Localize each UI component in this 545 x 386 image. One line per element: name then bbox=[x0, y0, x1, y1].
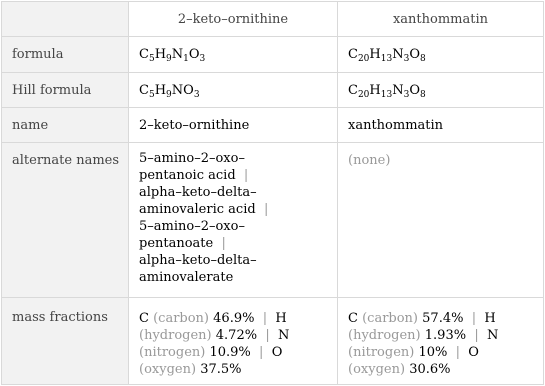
row-label bbox=[2, 108, 129, 142]
header-col2 bbox=[338, 2, 543, 36]
mass-line: (oxygen) 30.6% bbox=[348, 362, 451, 377]
mass-col2 bbox=[338, 298, 543, 384]
mass-line: C (carbon) 57.4% | H bbox=[348, 311, 496, 326]
header-row bbox=[2, 2, 543, 37]
hill-col2 bbox=[338, 73, 543, 107]
comparison-table bbox=[1, 1, 544, 385]
hill-col1-value: $C_5H_9NO_3$ bbox=[139, 82, 200, 100]
hill-col1 bbox=[129, 73, 338, 107]
alt-col2 bbox=[338, 143, 543, 297]
mass-line: (nitrogen) 10% | O bbox=[348, 345, 479, 360]
name-col2 bbox=[338, 108, 543, 142]
row-label bbox=[2, 298, 129, 384]
alt-col1 bbox=[129, 143, 338, 297]
mass-line: (hydrogen) 1.93% | N bbox=[348, 328, 499, 343]
row-label bbox=[2, 143, 129, 297]
mass-label: mass fractions bbox=[12, 310, 108, 325]
header-col2-label: xanthommatin bbox=[392, 11, 489, 27]
hill-col2-value: $C_{20}H_{13}N_3O_8$ bbox=[348, 82, 426, 100]
alt-name-line: pentanoate | bbox=[139, 236, 226, 251]
hill-formula-row bbox=[2, 73, 543, 108]
alt-name-line: 5–amino–2–oxo– bbox=[139, 151, 245, 166]
name-col1 bbox=[129, 108, 338, 142]
hill-label: Hill formula bbox=[12, 82, 92, 98]
name-col2-value: xanthommatin bbox=[348, 117, 444, 133]
formula-col1 bbox=[129, 37, 338, 72]
mass-line: (hydrogen) 4.72% | N bbox=[139, 328, 290, 343]
mass-line: C (carbon) 46.9% | H bbox=[139, 311, 287, 326]
mass-fractions-row bbox=[2, 298, 543, 384]
alt-name-line: pentanoic acid | bbox=[139, 168, 249, 183]
formula-label: formula bbox=[12, 47, 64, 62]
alt-name-line: alpha–keto–delta– bbox=[139, 185, 257, 200]
row-label bbox=[2, 73, 129, 107]
alt-col2-value: (none) bbox=[348, 153, 391, 168]
name-label: name bbox=[12, 117, 49, 133]
formula-col1-value: $C_5H_9N_1O_3$ bbox=[139, 47, 206, 64]
name-row bbox=[2, 108, 543, 143]
alt-name-line: aminovaleric acid | bbox=[139, 202, 269, 217]
formula-row bbox=[2, 37, 543, 73]
mass-line: (oxygen) 37.5% bbox=[139, 362, 242, 377]
mass-col1 bbox=[129, 298, 338, 384]
formula-col2-value: $C_{20}H_{13}N_3O_8$ bbox=[348, 47, 426, 64]
row-label bbox=[2, 37, 129, 72]
header-corner-cell bbox=[2, 2, 129, 36]
alt-name-line: 5–amino–2–oxo– bbox=[139, 219, 245, 234]
alternate-names-row bbox=[2, 143, 543, 298]
name-col1-value: 2–keto–ornithine bbox=[139, 117, 250, 133]
header-col1-label: 2–keto–ornithine bbox=[177, 11, 289, 27]
mass-line: (nitrogen) 10.9% | O bbox=[139, 345, 283, 360]
alt-name-line: alpha–keto–delta– bbox=[139, 253, 257, 268]
alt-label: alternate names bbox=[12, 153, 120, 168]
alt-name-line: aminovalerate bbox=[139, 270, 234, 285]
formula-col2 bbox=[338, 37, 543, 72]
header-col1 bbox=[129, 2, 338, 36]
